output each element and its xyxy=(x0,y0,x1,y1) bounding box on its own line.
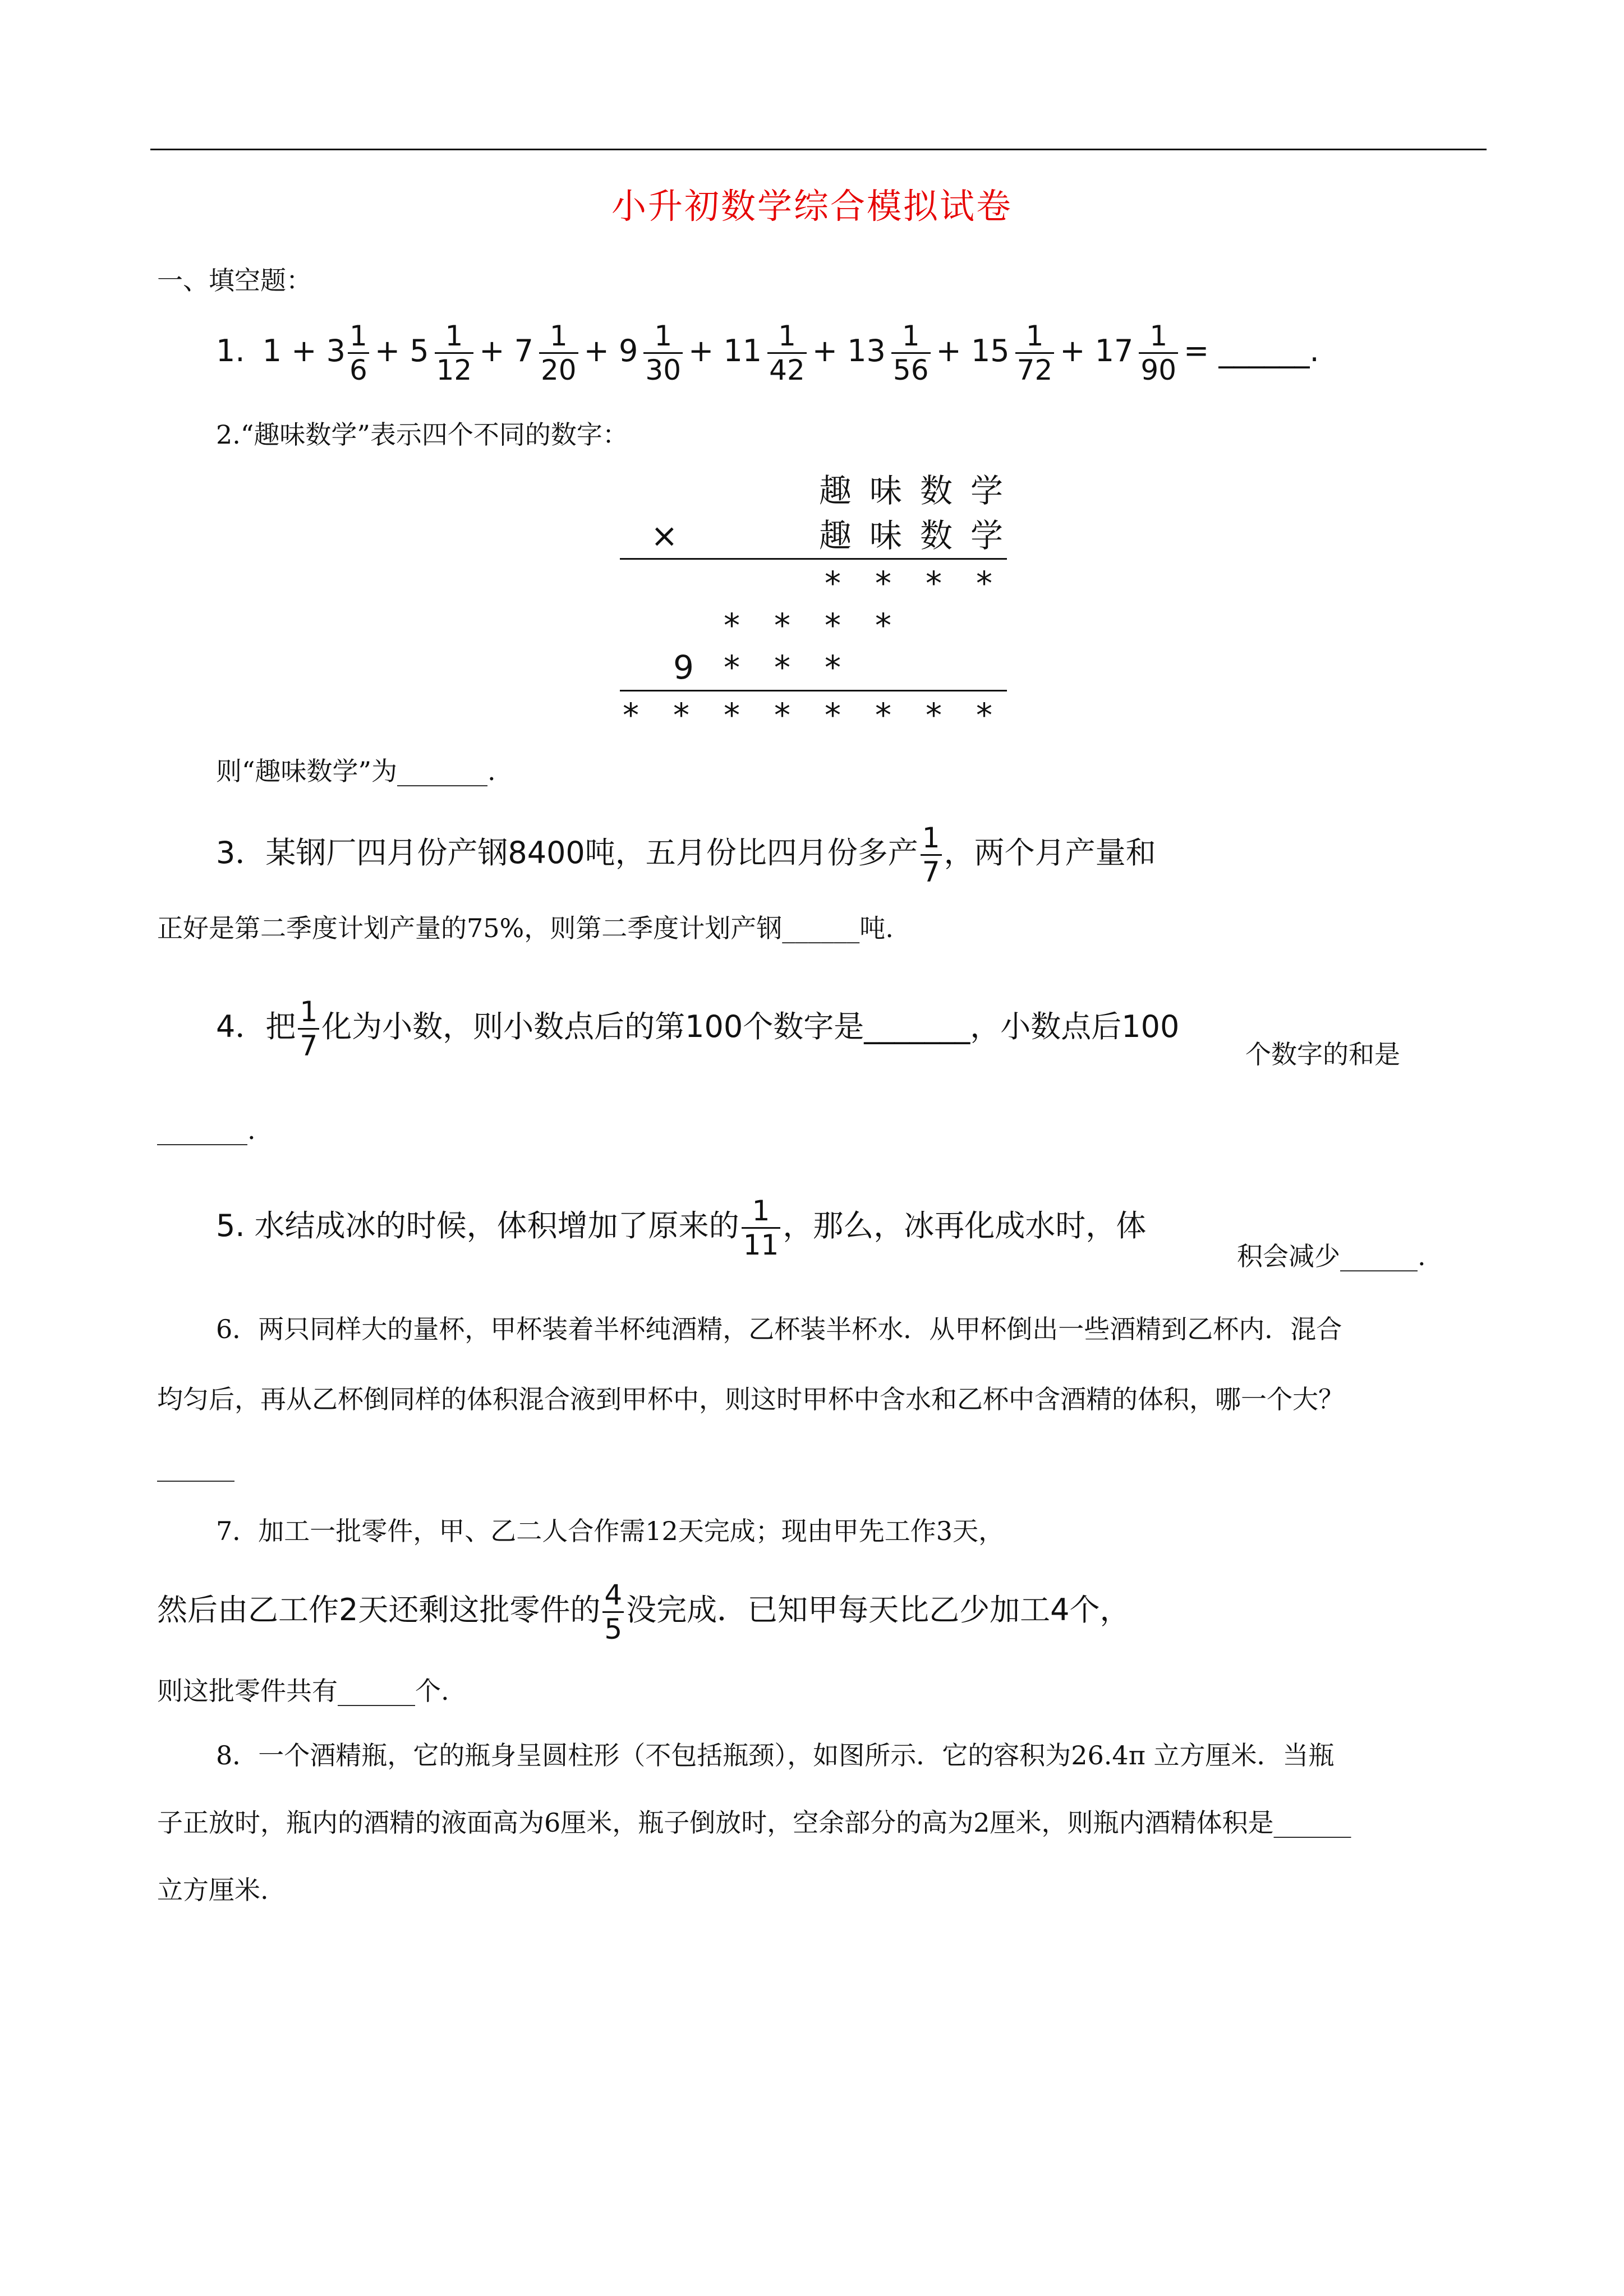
question-number: 1. xyxy=(216,333,245,369)
operator: + 11 xyxy=(688,333,762,369)
question-8-line-2: 子正放时，瓶内的酒精的液面高为6厘米，瓶子倒放时，空余部分的高为2厘米，则瓶内酒精体积是______ xyxy=(157,1808,1351,1838)
question-5: 5. 水结成冰的时候，体积增加了原来的 $\frac{1}{11}$ ，那么，冰再化成水时，体 xyxy=(216,1195,1147,1261)
question-6-line-2: 均匀后，再从乙杯倒同样的体积混合液到甲杯中，则这时甲杯中含水和乙杯中含酒精的体积，哪一个大？ xyxy=(157,1384,1344,1414)
fraction: $\frac{1}{7}$ xyxy=(921,822,942,888)
question-6-line-1: 6．两只同样大的量杯，甲杯装着半杯纯酒精，乙杯装半杯水．从甲杯倒出一些酒精到乙杯内．混合 xyxy=(216,1314,1342,1344)
operator: + 7 xyxy=(479,333,533,369)
question-4: 4．把 $\frac{1}{7}$ 化为小数，则小数点后的第100个数字是_______，小数点后100 xyxy=(216,995,1180,1062)
fraction: $\frac{1}{30}$ xyxy=(643,320,683,386)
top-rule xyxy=(150,149,1487,150)
question-7-line-3: 则这批零件共有______个. xyxy=(157,1676,449,1706)
question-4-line-2: _______. xyxy=(157,1115,256,1145)
product-rule-1 xyxy=(620,558,1007,560)
page-title: 小升初数学综合模拟试卷 xyxy=(611,186,1013,227)
operator: + 9 xyxy=(583,333,638,369)
expr-lead: 1 + 3 xyxy=(262,333,346,369)
question-3-line-2: 正好是第二季度计划产量的75%，则第二季度计划产钢______吨. xyxy=(157,913,894,943)
question-8-line-3: 立方厘米. xyxy=(157,1875,269,1905)
fraction: $\frac{1}{6}$ xyxy=(348,320,369,386)
operator: + 5 xyxy=(374,333,429,369)
operator: = ______. xyxy=(1184,333,1319,369)
fraction: $\frac{1}{90}$ xyxy=(1139,320,1178,386)
fraction: $\frac{4}{5}$ xyxy=(602,1579,624,1645)
fraction: $\frac{1}{42}$ xyxy=(767,320,807,386)
product-rule-2 xyxy=(620,690,1007,691)
question-6-line-3: ______ xyxy=(157,1451,234,1482)
fraction: $\frac{1}{56}$ xyxy=(891,320,931,386)
question-8-line-1: 8．一个酒精瓶，它的瓶身呈圆柱形（不包括瓶颈），如图所示．它的容积为26.4π 立方厘米．当瓶 xyxy=(216,1740,1335,1771)
question-5-tail: 积会减少______. xyxy=(1237,1241,1426,1271)
operator: + 15 xyxy=(936,333,1010,369)
fraction: $\frac{1}{72}$ xyxy=(1015,320,1055,386)
question-7-line-1: 7．加工一批零件，甲、乙二人合作需12天完成；现由甲先工作3天， xyxy=(216,1516,1005,1546)
times-sign: × xyxy=(651,517,678,555)
question-4-tail: 个数字的和是 xyxy=(1245,1039,1400,1069)
question-3: 3．某钢厂四月份产钢8400吨，五月份比四月份多产 $\frac{1}{7}$ ，两个月产量和 xyxy=(216,822,1156,888)
question-2-answer: 则“趣味数学”为_______. xyxy=(216,756,496,786)
question-1 xyxy=(216,320,1323,386)
operator: + 17 xyxy=(1060,333,1134,369)
fraction: $\frac{1}{11}$ xyxy=(742,1195,781,1261)
fraction: $\frac{1}{20}$ xyxy=(539,320,578,386)
section-heading: 一、填空题： xyxy=(157,265,312,296)
operator: + 13 xyxy=(812,333,886,369)
fraction: $\frac{1}{7}$ xyxy=(298,995,319,1062)
question-7-line-2: 然后由乙工作2天还剩这批零件的 $\frac{4}{5}$ 没完成．已知甲每天比乙少加工4个， xyxy=(157,1579,1130,1645)
question-2-text: 2.“趣味数学”表示四个不同的数字： xyxy=(216,419,628,450)
fraction: $\frac{1}{12}$ xyxy=(435,320,474,386)
